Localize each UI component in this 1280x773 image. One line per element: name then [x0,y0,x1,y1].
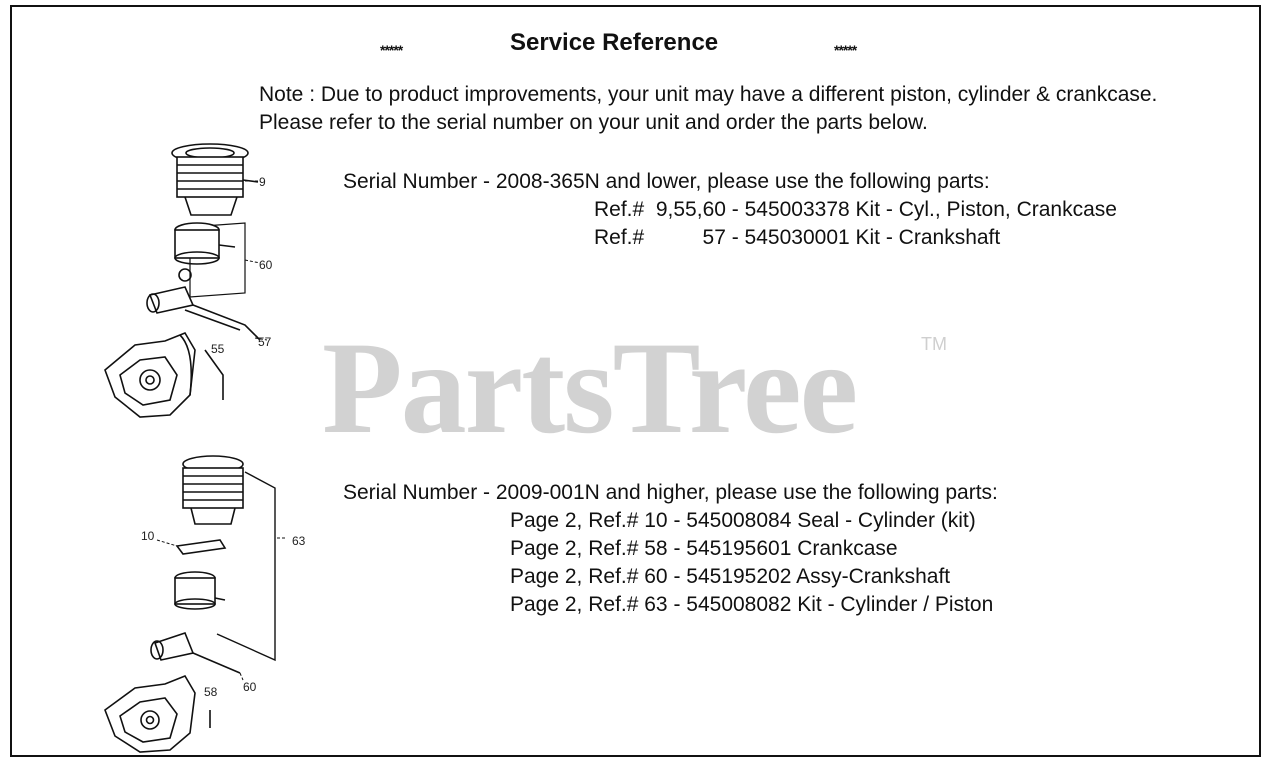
trademark-mark: TM [921,334,947,354]
stars-left: ***** [380,42,403,58]
section1-row: Ref.# 9,55,60 - 545003378 Kit - Cyl., Piston, Crankcase [594,198,1117,221]
section2-row: Page 2, Ref.# 60 - 545195202 Assy-Crankshaft [510,565,951,588]
parts-tree-watermark: PartsTree [322,314,857,461]
section2-row: Page 2, Ref.# 10 - 545008084 Seal - Cylinder (kit) [510,509,976,532]
callout-label: 63 [292,534,306,548]
section1-row: Ref.# 57 - 545030001 Kit - Crankshaft [594,226,1001,249]
callout-label: 10 [141,529,155,543]
section1-heading: Serial Number - 2008-365N and lower, please use the following parts: [343,170,990,193]
callout-label: 57 [258,335,272,349]
page-title: Service Reference [510,29,719,56]
callout-label: 55 [211,342,225,356]
callout-label: 9 [259,175,266,189]
callout-label: 60 [243,680,257,694]
callout-label: 58 [204,685,218,699]
callout-label: 60 [259,258,273,272]
stars-right: ***** [834,42,857,58]
section2-row: Page 2, Ref.# 63 - 545008082 Kit - Cylinder / Piston [510,593,994,616]
note-line-2: Please refer to the serial number on your unit and order the parts below. [259,111,928,134]
section2-heading: Serial Number - 2009-001N and higher, please use the following parts: [343,481,998,504]
engine-parts-diagram-2 [95,448,290,758]
note-line-1: Note : Due to product improvements, your unit may have a different piston, cylinder & crankcase. [259,83,1158,106]
section2-row: Page 2, Ref.# 58 - 545195601 Crankcase [510,537,898,560]
